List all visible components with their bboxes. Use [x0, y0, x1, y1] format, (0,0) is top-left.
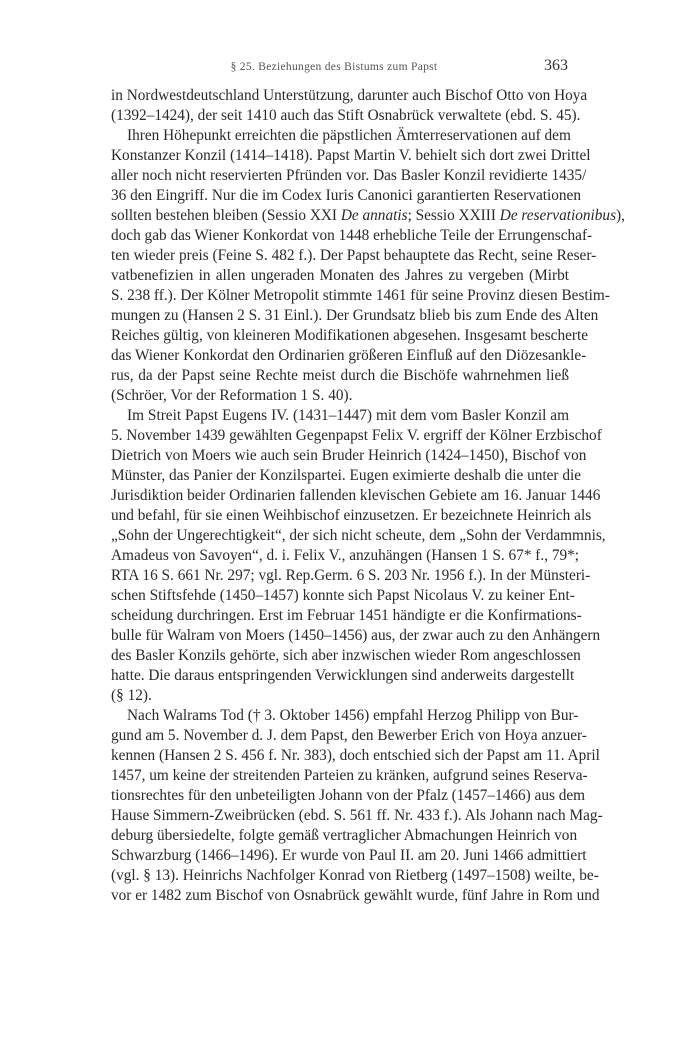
text-line: Ihren Höhepunkt erreichten die päpstlichen Ämterreservationen auf dem — [127, 127, 571, 144]
text-line: 36 den Eingriff. Nur die im Codex Iuris Canonici garantierten Reservationen — [111, 187, 581, 204]
text-line: Im Streit Papst Eugens IV. (1431–1447) mit dem vom Basler Konzil am — [127, 407, 569, 424]
text-line: scheidung durchringen. Erst im Februar 1451 händigte er die Konfirmations- — [111, 607, 582, 624]
text-line: kennen (Hansen 2 S. 456 f. Nr. 383), doch entschied sich der Papst am 11. April — [111, 747, 600, 764]
body-text — [111, 86, 625, 906]
text-line: Jurisdiktion beider Ordinarien fallenden klevischen Gebiete am 16. Januar 1446 — [111, 487, 601, 504]
paragraph — [111, 126, 625, 406]
text-line: das Wiener Konkordat den Ordinarien größeren Einfluß auf den Diözesankle- — [111, 347, 587, 364]
text-line: rus, da der Papst seine Rechte meist durch die Bischöfe wahrnehmen ließ — [111, 367, 569, 384]
text-line: (1392–1424), der seit 1410 auch das Stift Osnabrück verwaltete (ebd. S. 45). — [111, 107, 581, 124]
text-line: aller noch nicht reservierten Pfründen vor. Das Basler Konzil revidierte 1435/ — [111, 167, 587, 184]
text-line: vatbenefizien in allen ungeraden Monaten des Jahres zu vergeben (Mirbt — [111, 267, 569, 284]
text-line: S. 238 ff.). Der Kölner Metropolit stimmte 1461 für seine Provinz diesen Bestim- — [111, 287, 610, 304]
text-line: Konstanzer Konzil (1414–1418). Papst Martin V. behielt sich dort zwei Drittel — [111, 147, 591, 164]
text-line: RTA 16 S. 661 Nr. 297; vgl. Rep.Germ. 6 S. 203 Nr. 1956 f.). In der Münsteri- — [111, 567, 591, 584]
text-line: (vgl. § 13). Heinrichs Nachfolger Konrad von Rietberg (1497–1508) weilte, be- — [111, 867, 599, 884]
text-line: 5. November 1439 gewählten Gegenpapst Felix V. ergriff der Kölner Erzbischof — [111, 427, 602, 444]
paragraph — [111, 406, 606, 706]
running-title: § 25. Beziehungen des Bistums zum Papst — [230, 61, 438, 73]
text-line: 1457, um keine der streitenden Parteien zu kränken, aufgrund seines Reserva- — [111, 767, 588, 784]
text-line: Nach Walrams Tod († 3. Oktober 1456) empfahl Herzog Philipp von Bur- — [127, 707, 579, 724]
text-line: Reiches gültig, von kleineren Modifikationen abgesehen. Insgesamt bescherte — [111, 327, 589, 344]
text-line: Amadeus von Savoyen“, d. i. Felix V., anzuhängen (Hansen 1 S. 67* f., 79*; — [111, 547, 580, 564]
paragraph — [111, 86, 588, 126]
text-line: ten wieder preis (Feine S. 482 f.). Der Papst behauptete das Recht, seine Reser- — [111, 247, 597, 264]
text-line: schen Stiftsfehde (1450–1457) konnte sich Papst Nicolaus V. zu keiner Ent- — [111, 587, 575, 604]
text-line: gund am 5. November d. J. dem Papst, den Bewerber Erich von Hoya anzuer- — [111, 727, 587, 744]
text-line: Münster, das Panier der Konzilspartei. Eugen eximierte deshalb die unter die — [111, 467, 582, 484]
text-line: vor er 1482 zum Bischof von Osnabrück gewählt wurde, fünf Jahre in Rom und — [111, 887, 600, 904]
text-line: (§ 12). — [111, 687, 152, 704]
text-line: sollten bestehen bleiben (Sessio XXI De annatis; Sessio XXIII De reservationibus), — [111, 207, 625, 224]
text-line: und befahl, für sie einen Weihbischof einzusetzen. Er bezeichnete Heinrich als — [111, 507, 592, 524]
paragraph — [111, 706, 603, 906]
text-line: doch gab das Wiener Konkordat von 1448 erhebliche Teile der Errungenschaf- — [111, 227, 593, 244]
text-line: tionsrechtes für den unbeteiligten Johann von der Pfalz (1457–1466) aus dem — [111, 787, 586, 804]
text-line: in Nordwestdeutschland Unterstützung, darunter auch Bischof Otto von Hoya — [111, 87, 588, 104]
text-line: Dietrich von Moers wie auch sein Bruder Heinrich (1424–1450), Bischof von — [111, 447, 587, 464]
text-line: Schwarzburg (1466–1496). Er wurde von Paul II. am 20. Juni 1466 admittiert — [111, 847, 587, 864]
text-line: (Schröer, Vor der Reformation 1 S. 40). — [111, 387, 353, 404]
running-head — [112, 57, 572, 79]
text-line: „Sohn der Ungerechtigkeit“, der sich nicht scheute, dem „Sohn der Verdammnis, — [111, 527, 606, 544]
text-line: bulle für Walram von Moers (1450–1456) aus, der zwar auch zu den Anhängern — [111, 627, 601, 644]
text-line: mungen zu (Hansen 2 S. 31 Einl.). Der Grundsatz blieb bis zum Ende des Alten — [111, 307, 599, 324]
text-line: hatte. Die daraus entspringenden Verwicklungen sind anderweits dargestellt — [111, 667, 575, 684]
text-line: des Basler Konzils gehörte, sich aber inzwischen wieder Rom angeschlossen — [111, 647, 581, 664]
text-line: Hause Simmern-Zweibrücken (ebd. S. 561 ff. Nr. 433 f.). Als Johann nach Mag- — [111, 807, 603, 824]
page-number: 363 — [544, 57, 568, 74]
text-line: deburg übersiedelte, folgte gemäß vertraglicher Abmachungen Heinrich von — [111, 827, 578, 844]
